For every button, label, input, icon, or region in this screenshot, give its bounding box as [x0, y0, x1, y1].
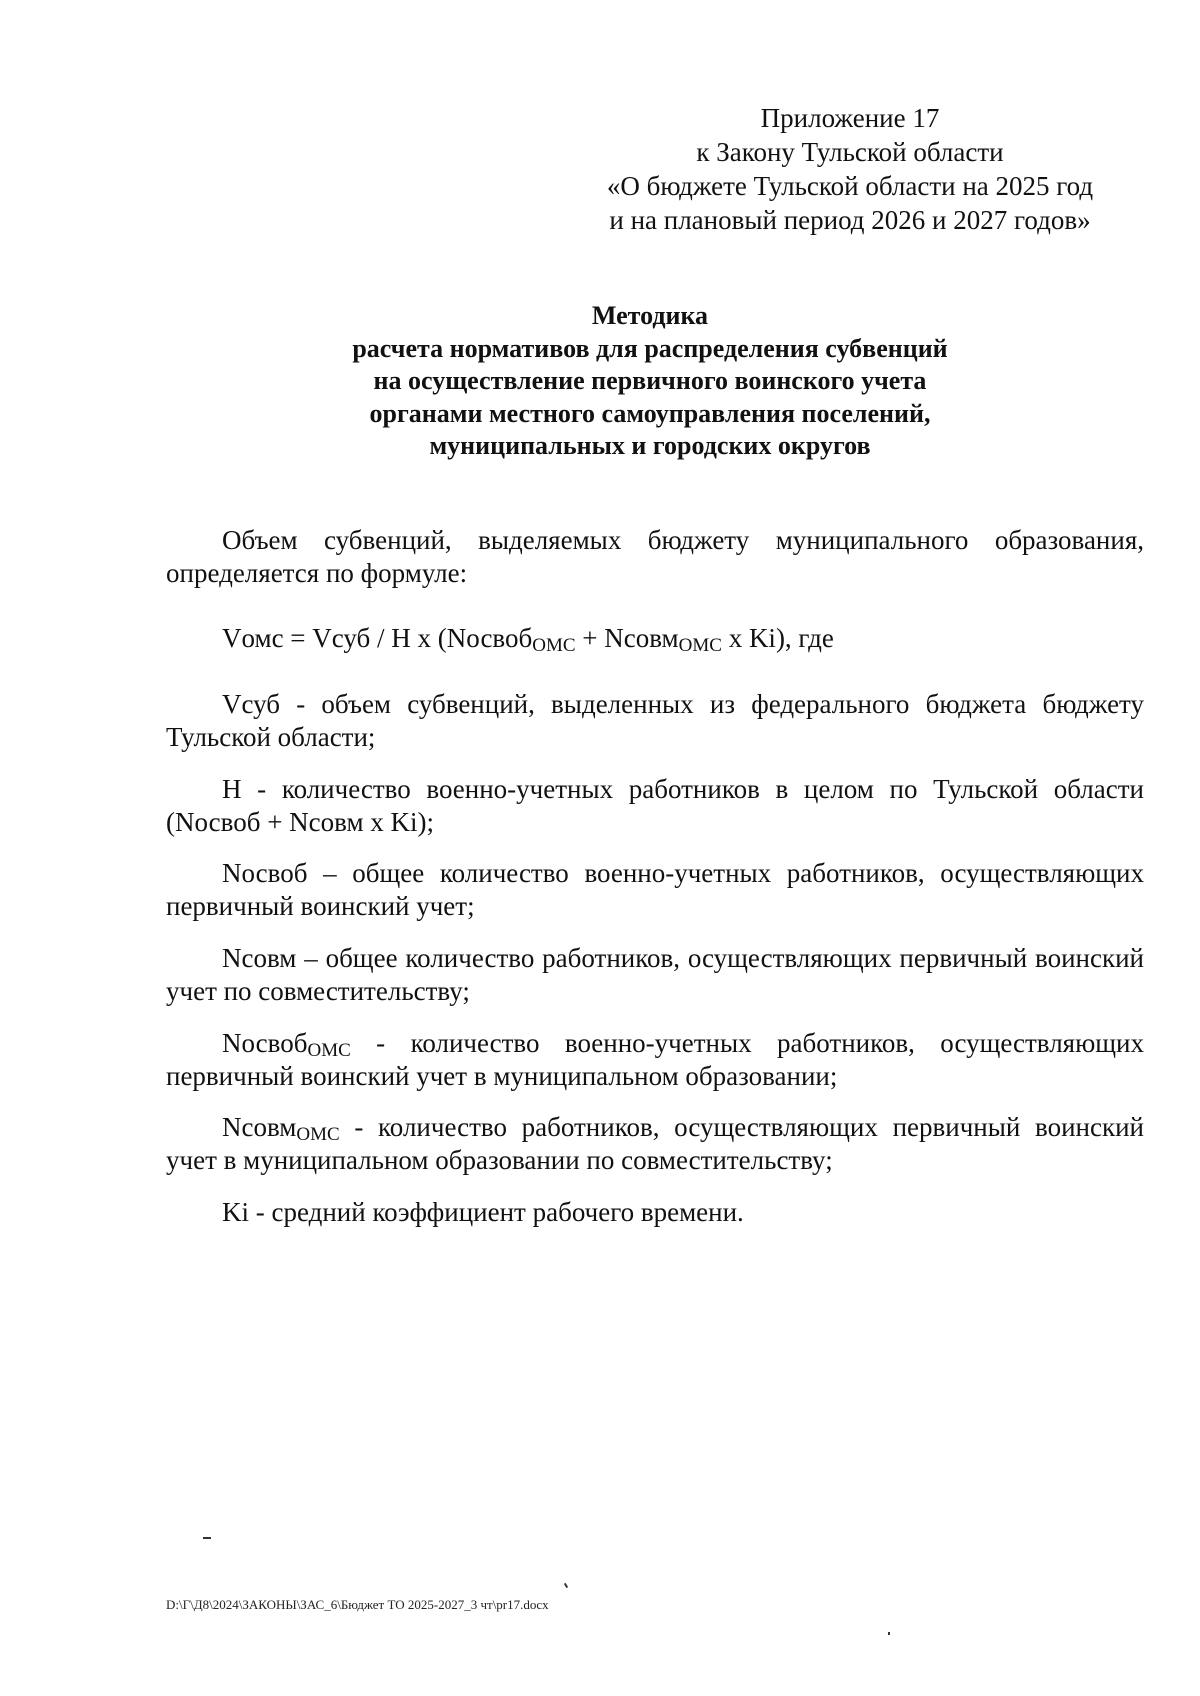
title-line: Методика	[591, 301, 709, 330]
appendix-header-line: к Закону Тульской области	[696, 137, 1004, 167]
formula-subscript: ОМС	[532, 635, 576, 656]
title-line: на осуществление первичного воинского учета	[373, 366, 927, 395]
scan-speck	[888, 1632, 890, 1635]
intro-paragraph: Объем субвенций, выделяемых бюджету муниципального образования, определяется по формуле:	[166, 525, 1144, 588]
definition-text: - количество работников, осуществляющих первичный воинский учет в муниципальном образовании по совместительству;	[166, 1112, 1144, 1175]
title-line: муниципальных и городских округов	[429, 431, 871, 460]
definition-nsovm: Nсовм – общее количество работников, осуществляющих первичный воинский учет по совместительству;	[166, 943, 1144, 1006]
definition-nsovm-oms	[166, 1111, 1144, 1177]
definition-h: Н - количество военно-учетных работников в целом по Тульской области (Nосвоб + Nсовм х Ki);	[166, 774, 1144, 837]
title-line: органами местного самоуправления поселений,	[369, 398, 931, 428]
formula-part: Vомс = Vсуб / Н х (Nосвоб	[222, 623, 533, 653]
formula-part: + Nсовм	[575, 623, 679, 653]
definition-symbol: Nсовм	[222, 1112, 297, 1142]
formula-part: х Ki), где	[721, 623, 834, 653]
appendix-header-line: и на плановый период 2026 и 2027 годов»	[609, 205, 1091, 235]
document-title	[160, 300, 1140, 463]
scan-speck	[203, 1537, 211, 1539]
definition-nosvob-oms	[166, 1027, 1144, 1093]
definition-vsub: Vсуб - объем субвенций, выделенных из федерального бюджета бюджету Тульской области;	[166, 689, 1144, 752]
definition-ki: Ki - средний коэффициент рабочего времени.	[222, 1197, 744, 1227]
footer-file-path: D:\Г\Д8\2024\ЗАКОНЫ\ЗАС_6\Бюджет ТО 2025-2027_3 чт\pr17.docx	[166, 1597, 549, 1612]
definition-subscript: ОМС	[307, 1040, 351, 1061]
definition-text: - количество военно-учетных работников, осуществляющих первичный воинский учет в муниципальном образовании;	[166, 1028, 1144, 1091]
definition-subscript: ОМС	[296, 1124, 340, 1145]
formula	[222, 622, 834, 655]
appendix-header-line: Приложение 17	[760, 103, 940, 133]
appendix-header-line: «О бюджете Тульской области на 2025 год	[606, 171, 1094, 201]
appendix-header	[560, 101, 1140, 237]
title-line: расчета нормативов для распределения субвенций	[352, 333, 948, 363]
definition-symbol: Nосвоб	[222, 1028, 308, 1058]
definition-nosvob: Nосвоб – общее количество военно-учетных работников, осуществляющих первичный воинский учет;	[166, 858, 1144, 921]
scan-speck	[564, 1583, 568, 1588]
formula-subscript: ОМС	[678, 635, 722, 656]
